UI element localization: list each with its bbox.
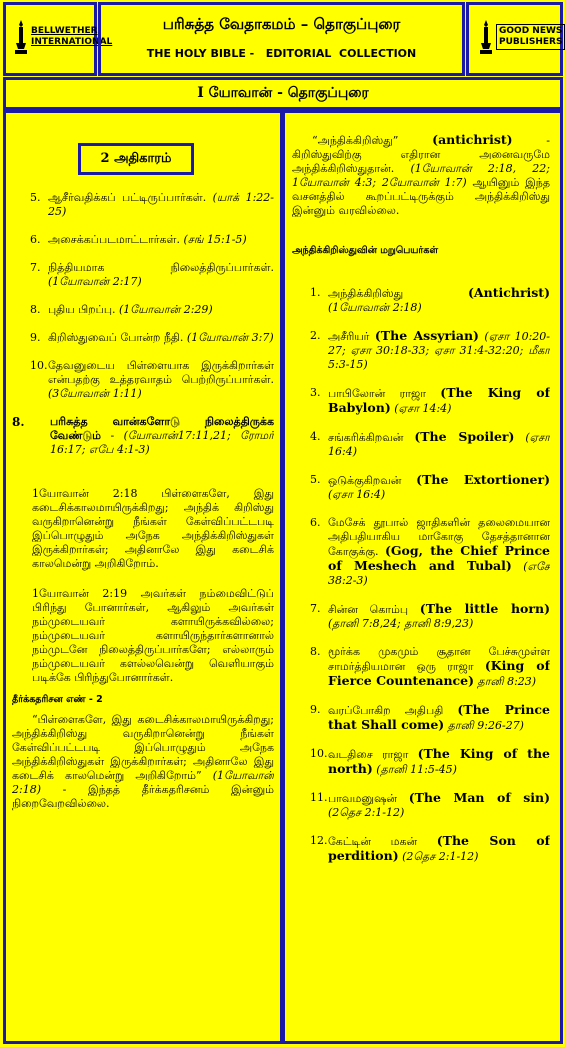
title-english: THE HOLY BIBLE - EDITORIAL COLLECTION <box>146 47 417 60</box>
prophecy-text: “பிள்ளைகளே, இது கடைசிக்காலமாயிருக்கிறது; அந்திக்கிறிஸ்து வருகிறானென்று நீங்கள் கேள்விப்பட்டபடி இப்பொழுதும் அநேக அந்திக்கிறிஸ்துகள் இருக்கிறார்கள்; அதினாலே இது கடைசிக் காலமென்று அறிகிறோம்” (1யோவான் 2:18) - இந்தத் தீர்க்கதரிசனம் இன்னும் நிறைவேறவில்லை. <box>12 713 274 810</box>
list-item: 1. அந்திக்கிறிஸ்து (Antichrist) (1யோவான் 2:18) <box>310 285 550 314</box>
lamp-icon <box>479 19 493 55</box>
point-8: 8. பரிசுத்த வான்களோடு நிலைத்திருக்க வேண்டும் - (யோவான்17:11,21; ரோமர் 16:17; எபே 4:1-3) <box>12 415 274 456</box>
list-item: 6. மேசேக் தூபால் ஜாதிகளின் தலைமையான அதிபதியாகிய மாகோகு தேசத்தானான கோகுக்கு. (Gog, the Chief Prince of Meshech and Tubal) (எசே 38:2-3) <box>310 516 550 587</box>
point-8-number: 8. <box>12 415 25 429</box>
right-column <box>292 113 550 1039</box>
chapter-heading: 2 அதிகாரம் <box>100 151 172 166</box>
subtitle-box <box>3 77 563 110</box>
good-news-logo <box>479 19 565 55</box>
names-heading: அந்திக்கிறிஸ்துவின் மறுபெயர்கள் <box>292 245 439 256</box>
list-item: 7. சின்ன கொம்பு (The little horn) (தானி 7:8,24; தானி 8:9,23) <box>310 601 550 630</box>
right-logo-line1: GOOD NEWS <box>499 26 563 36</box>
title-box <box>98 2 465 76</box>
list-item: 10. வடதிசை ராஜா (The King of the north) (தானி 11:5-45) <box>310 746 550 776</box>
point-8-refs: (யோவான்17:11,21; ரோமர் 16:17; எபே 4:1-3) <box>50 429 274 456</box>
list-item: 8. மூர்க்க முகமும் சூதான பேச்சுமுள்ள சாமர்த்தியமான ஒரு ராஜா (King of Fierce Countenance) தானி 8:23) <box>310 645 550 688</box>
intro-paragraph: “அந்திக்கிறிஸ்து” (antichrist) - கிறிஸ்துவிற்கு எதிரான அனைவருமே அந்திக்கிறிஸ்துதான். (1யோவான் 2:18, 22; 1யோவான் 4:3; 2யோவான் 1:7) ஆயினும் இந்த வசனத்தில் கூறப்பட்டிருக்கும் அந்திக்கிறிஸ்து இன்னும் வரவில்லை. <box>292 132 550 217</box>
list-item: 5. ஒடுக்குகிறவன் (The Extortioner) (ஏசா 16:4) <box>310 472 550 501</box>
antichrist-names-list <box>310 286 550 864</box>
list-item: 10. தேவனுடைய பிள்ளையாக இருக்கிறார்கள் என்பதற்கு உத்தரவாதம் பெற்றிருப்பார்கள். (3யோவான் 1:11) <box>30 359 274 400</box>
list-item: 7. நித்தியமாக நிலைத்திருப்பார்கள். (1யோவான் 2:17) <box>30 261 274 288</box>
verse-2-18: 1யோவான் 2:18 பிள்ளைகளே, இது கடைசிக்காலமாயிருக்கிறது; அந்திக் கிறிஸ்து வருகிறானென்று நீங்கள் கேள்விப்பட்டபடி இப்பொழுதும் அநேக அந்திக்கிறிஸ்துகள் இருக்கிறார்கள்; அதினாலே இது கடைசிக் காலமென்று அறிகிறோம். <box>32 487 274 570</box>
right-logo-line2: PUBLISHERS <box>499 37 563 47</box>
title-tamil: பரிசுத்த வேதாகமம் – தொகுப்புரை <box>162 15 401 33</box>
left-logo-line2: INTERNATIONAL <box>31 37 113 47</box>
chapter-heading-box <box>78 143 194 175</box>
subtitle: I யோவான் - தொகுப்புரை <box>197 84 369 101</box>
list-item: 2. அசீரியர் (The Assyrian) (ஏசா 10:20-27; ஏசா 30:18-33; ஏசா 31:4-32:20; மீகா 5:3-15) <box>310 328 550 371</box>
prophecy-heading: தீர்க்கதரிசன எண் - 2 <box>12 694 103 705</box>
list-item: 9. வரப்போகிற அதிபதி (The Prince that Shall come) தானி 9:26-27) <box>310 702 550 732</box>
list-item: 5. ஆசீர்வதிக்கப் பட்டிருப்பார்கள். (யாக் 1:22-25) <box>30 191 274 218</box>
verse-2-19: 1யோவான் 2:19 அவர்கள் நம்மைவிட்டுப் பிரிந்து போனார்கள், ஆகிலும் அவர்கள் நம்முடையவர் களாயிருக்கவில்லை; நம்முடையவர் களாயிருந்தார்களானால் நம்முடனே நிலைத்திருப்பார்களே; எல்லாரும் நம்முடையவர் களல்லவென்று வெளியாகும் படிக்கே பிரிந்துபோனார்கள். <box>32 587 274 684</box>
list-item: 8. புதிய பிறப்பு. (1யோவான் 2:29) <box>30 303 213 316</box>
list-item: 3. பாபிலோன் ராஜா (The King of Babylon) (ஏசா 14:4) <box>310 385 550 415</box>
list-item: 11. பாவமனுஷன் (The Man of sin) (2தெச 2:1-12) <box>310 790 550 819</box>
point-8-title: பரிசுத்த வான்களோடு நிலைத்திருக்க வேண்டும் <box>50 415 274 442</box>
right-logo-box <box>466 2 563 76</box>
list-item: 6. அசைக்கப்படமாட்டார்கள். (சங் 15:1-5) <box>30 233 247 246</box>
list-item: 9. கிறிஸ்துவைப் போன்ற நீதி. (1யோவான் 3:7) <box>30 331 274 344</box>
list-item: 4. சங்கரிக்கிறவன் (The Spoiler) (ஏசா 16:4) <box>310 429 550 458</box>
blessing-list <box>30 191 274 401</box>
left-logo-box <box>3 2 113 76</box>
lamp-icon <box>14 19 28 55</box>
left-logo-line1: BELLWETHER <box>31 26 98 36</box>
list-item: 12. கேட்டின் மகன் (The Son of perdition) (2தெச 2:1-12) <box>310 833 550 863</box>
left-column <box>12 113 274 1039</box>
